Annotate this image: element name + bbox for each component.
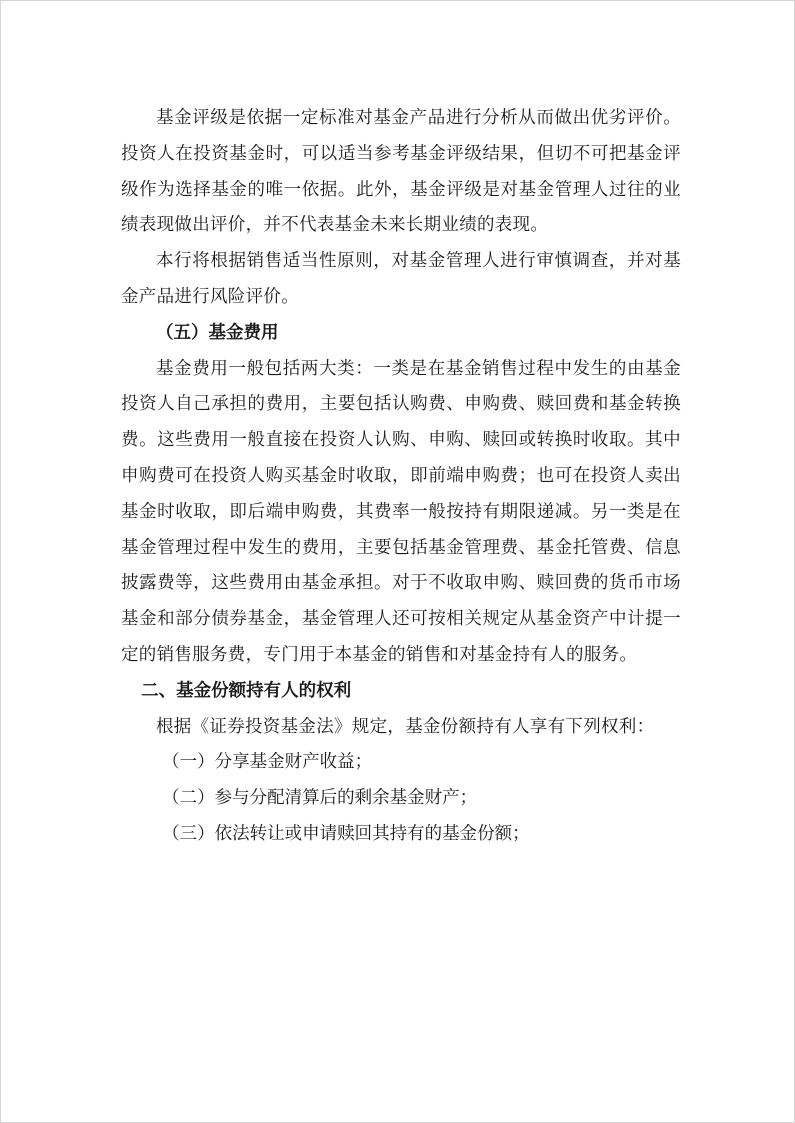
section-heading-holder-rights: 二、基金份额持有人的权利 — [141, 680, 352, 701]
list-item-right-3: （三）依法转让或申请赎回其持有的基金份额； — [162, 823, 530, 844]
paragraph-fund-rating: 基金评级是依据一定标准对基金产品进行分析从而做出优劣评价。投资人在投资基金时，可以适当参考基金评级结果，但切不可把基金评级作为选择基金的唯一依据。此外，基金评级是对基金管理人过往的业绩表现做出评价，并不代表基金未来长期业绩的表现。 — [121, 108, 681, 236]
list-item-right-2: （二）参与分配清算后的剩余基金财产； — [162, 788, 478, 809]
paragraph-fund-fees: 基金费用一般包括两大类：一类是在基金销售过程中发生的由基金投资人自己承担的费用，主要包括认购费、申购费、赎回费和基金转换费。这些费用一般直接在投资人认购、申购、赎回或转换时收取。其中申购费可在投资人购买基金时收取，即前端申购费；也可在投资人卖出基金时收取，即后端申购费，其费率一般按持有期限递减。另一类是在基金管理过程中发生的费用，主要包括基金管理费、基金托管费、信息披露费等，这些费用由基金承担。对于不收取申购、赎回费的货币市场基金和部分债券基金，基金管理人还可按相关规定从基金资产中计提一定的销售服务费，专门用于本基金的销售和对基金持有人的服务。 — [121, 358, 681, 665]
paragraph-suitability: 本行将根据销售适当性原则，对基金管理人进行审慎调查，并对基金产品进行风险评价。 — [121, 251, 681, 307]
list-item-right-1: （一）分享基金财产收益； — [162, 752, 373, 773]
paragraph-rights-intro: 根据《证券投资基金法》规定，基金份额持有人享有下列权利： — [156, 716, 655, 737]
section-heading-fund-fees: （五）基金费用 — [156, 322, 279, 343]
document-body — [121, 101, 681, 853]
